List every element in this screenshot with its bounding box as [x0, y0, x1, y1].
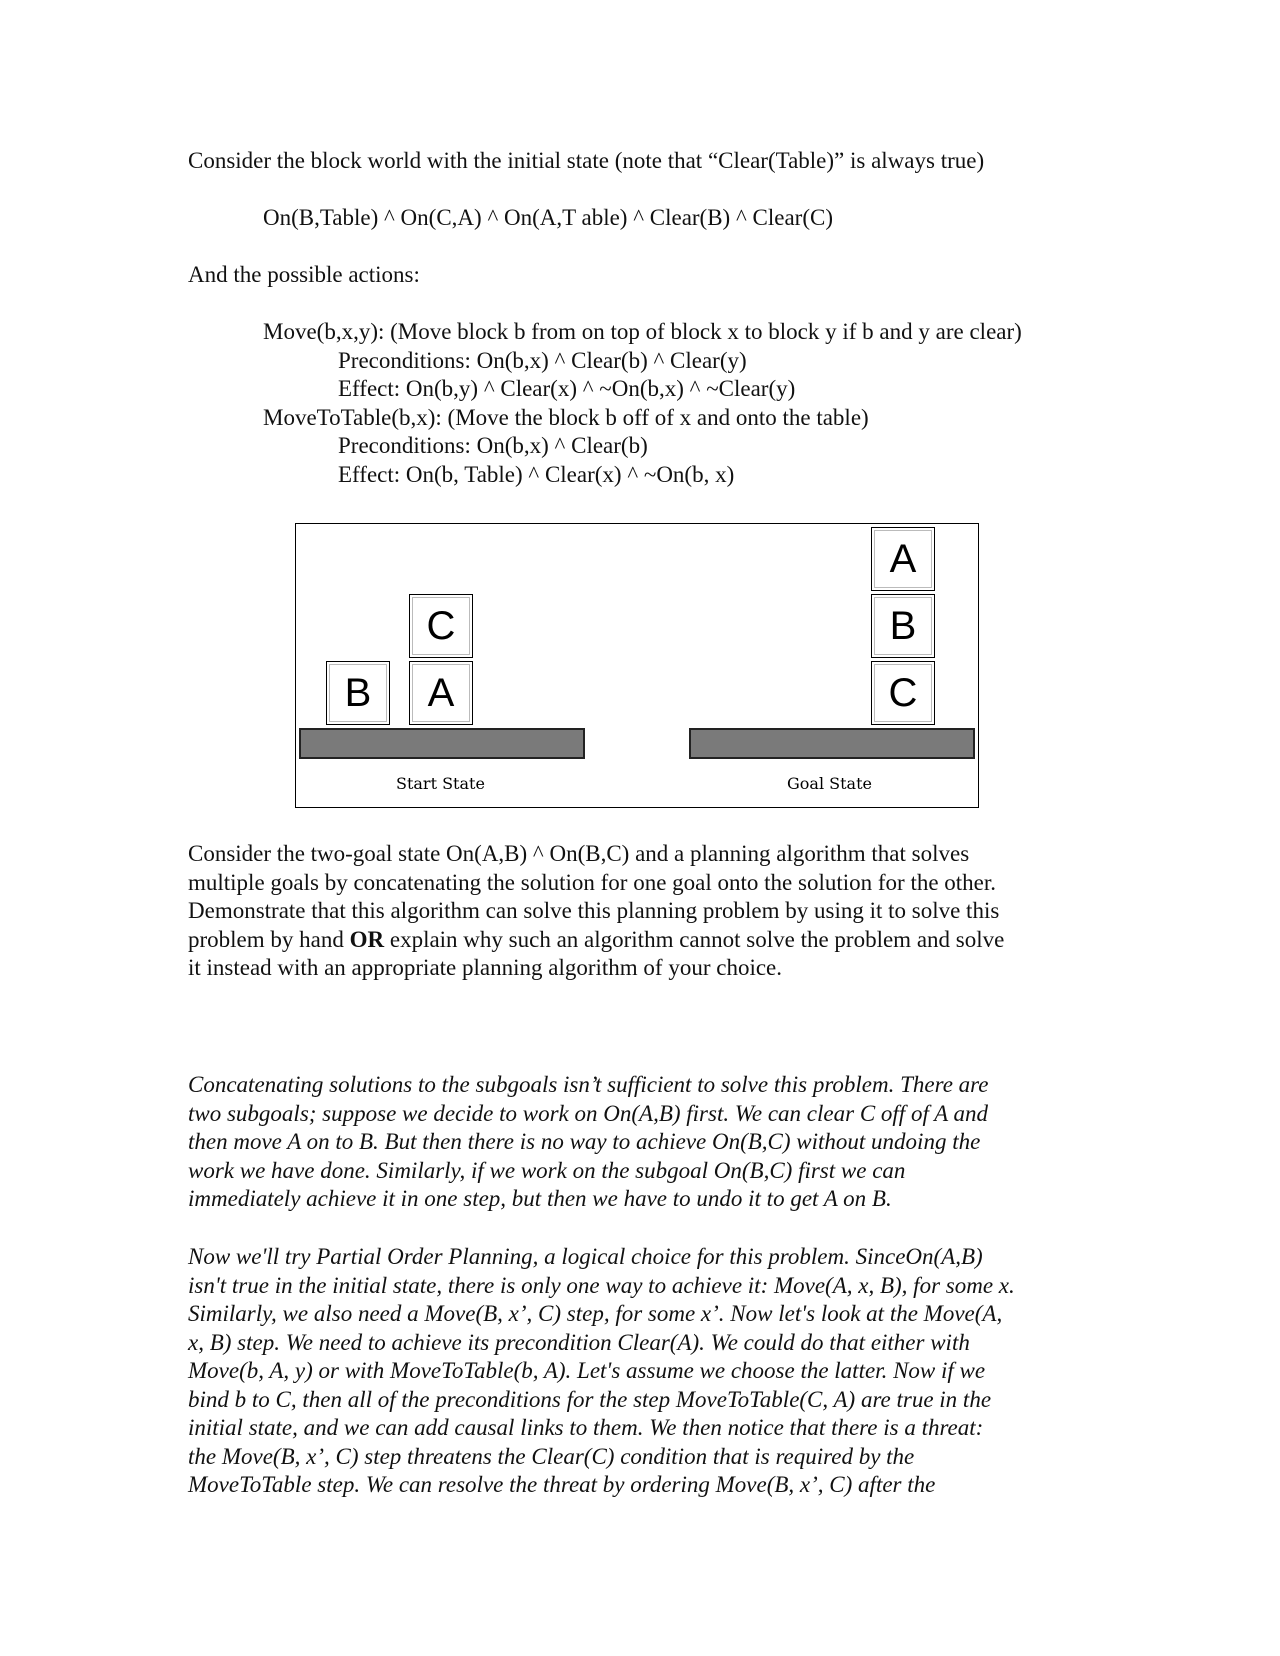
question-line — [188, 926, 1108, 955]
question-line: multiple goals by concatenating the solution for one goal onto the solution for the other. — [188, 869, 997, 895]
move-action-effect: Effect: On(b,y) ^ Clear(x) ^ ~On(b,x) ^ ~Clear(y) — [338, 376, 796, 401]
actions-heading: And the possible actions: — [188, 262, 420, 287]
movetotable-action-effect: Effect: On(b, Table) ^ Clear(x) ^ ~On(b, x) — [338, 461, 735, 487]
start-table — [299, 728, 585, 759]
intro-paragraph — [188, 147, 1108, 176]
block-world-figure — [295, 523, 979, 808]
answer-paragraph-2 — [188, 1243, 1108, 1500]
question-line: Demonstrate that this algorithm can solve this planning problem by using it to solve this — [188, 898, 1000, 923]
answer-line: then move A on to B. But then there is no way to achieve On(B,C) without undoing the — [188, 1129, 981, 1154]
move-action-preconditions: Preconditions: On(b,x) ^ Clear(b) ^ Clear(y) — [338, 347, 747, 373]
goal-block-a — [871, 527, 935, 591]
start-block-a — [409, 661, 473, 725]
start-block-a-label: A — [427, 670, 455, 715]
goal-block-c-label: C — [888, 670, 918, 715]
answer-line: isn't true in the initial state, there is only one way to achieve it: Move(A, x, B), for some x. — [188, 1272, 1015, 1298]
answer-line: bind b to C, then all of the preconditions for the step MoveToTable(C, A) are true in the — [188, 1386, 992, 1412]
answer-line: initial state, and we can add causal links to them. We then notice that there is a threat: — [188, 1415, 984, 1440]
answer-line: x, B) step. We need to achieve its precondition Clear(A). We could do that either with — [188, 1329, 970, 1355]
answer-line: the Move(B, x’, C) step threatens the Clear(C) condition that is required by the — [188, 1443, 915, 1469]
movetotable-action-preconditions: Preconditions: On(b,x) ^ Clear(b) — [338, 433, 648, 458]
question-line: it instead with an appropriate planning algorithm of your choice. — [188, 955, 783, 980]
start-block-c — [409, 594, 473, 658]
goal-block-b — [871, 594, 935, 658]
initial-state-paragraph — [188, 204, 1108, 233]
answer-line: Move(b, A, y) or with MoveToTable(b, A). Let's assume we choose the latter. Now if we — [188, 1358, 986, 1383]
goal-table — [689, 728, 975, 759]
answer-line: MoveToTable step. We can resolve the threat by ordering Move(B, x’, C) after the — [188, 1472, 936, 1497]
goal-block-b-label: B — [889, 603, 917, 648]
goal-block-c — [871, 661, 935, 725]
start-state-caption: Start State — [396, 774, 485, 793]
actions-list — [188, 318, 1108, 489]
initial-state-formula: On(B,Table) ^ On(C,A) ^ On(A,T able) ^ Clear(B) ^ Clear(C) — [263, 205, 833, 230]
answer-line: work we have done. Similarly, if we work on the subgoal On(B,C) first we can — [188, 1157, 906, 1183]
intro-text: Consider the block world with the initial state (note that “Clear(Table)” is always true) — [188, 148, 985, 173]
answer-line: Now we'll try Partial Order Planning, a logical choice for this problem. SinceOn(A,B) — [188, 1244, 983, 1269]
start-block-b-label: B — [344, 670, 372, 715]
start-block-c-label: C — [426, 603, 456, 648]
move-action-definition: Move(b,x,y): (Move block b from on top of block x to block y if b and y are clear) — [263, 319, 1022, 344]
answer-line: immediately achieve it in one step, but then we have to undo it to get A on B. — [188, 1186, 892, 1211]
goal-block-a-label: A — [889, 536, 917, 581]
question-line: Consider the two-goal state On(A,B) ^ On(B,C) and a planning algorithm that solves — [188, 841, 970, 866]
actions-heading-paragraph — [188, 261, 1108, 290]
movetotable-action-definition: MoveToTable(b,x): (Move the block b off of x and onto the table) — [263, 404, 869, 430]
or-emphasis: OR — [349, 926, 385, 952]
question-text: explain why such an algorithm cannot solve the problem and solve — [384, 926, 1005, 952]
question-paragraph — [188, 840, 1108, 983]
answer-line: Similarly, we also need a Move(B, x’, C) step, for some x’. Now let's look at the Move(A, — [188, 1301, 1003, 1326]
start-block-b — [326, 661, 390, 725]
goal-state-caption: Goal State — [787, 774, 872, 793]
answer-line: two subgoals; suppose we decide to work on On(A,B) first. We can clear C off of A and — [188, 1100, 989, 1126]
question-text: problem by hand — [188, 926, 350, 952]
answer-paragraph-1 — [188, 1071, 1108, 1214]
answer-line: Concatenating solutions to the subgoals isn’t sufficient to solve this problem. There are — [188, 1072, 989, 1097]
